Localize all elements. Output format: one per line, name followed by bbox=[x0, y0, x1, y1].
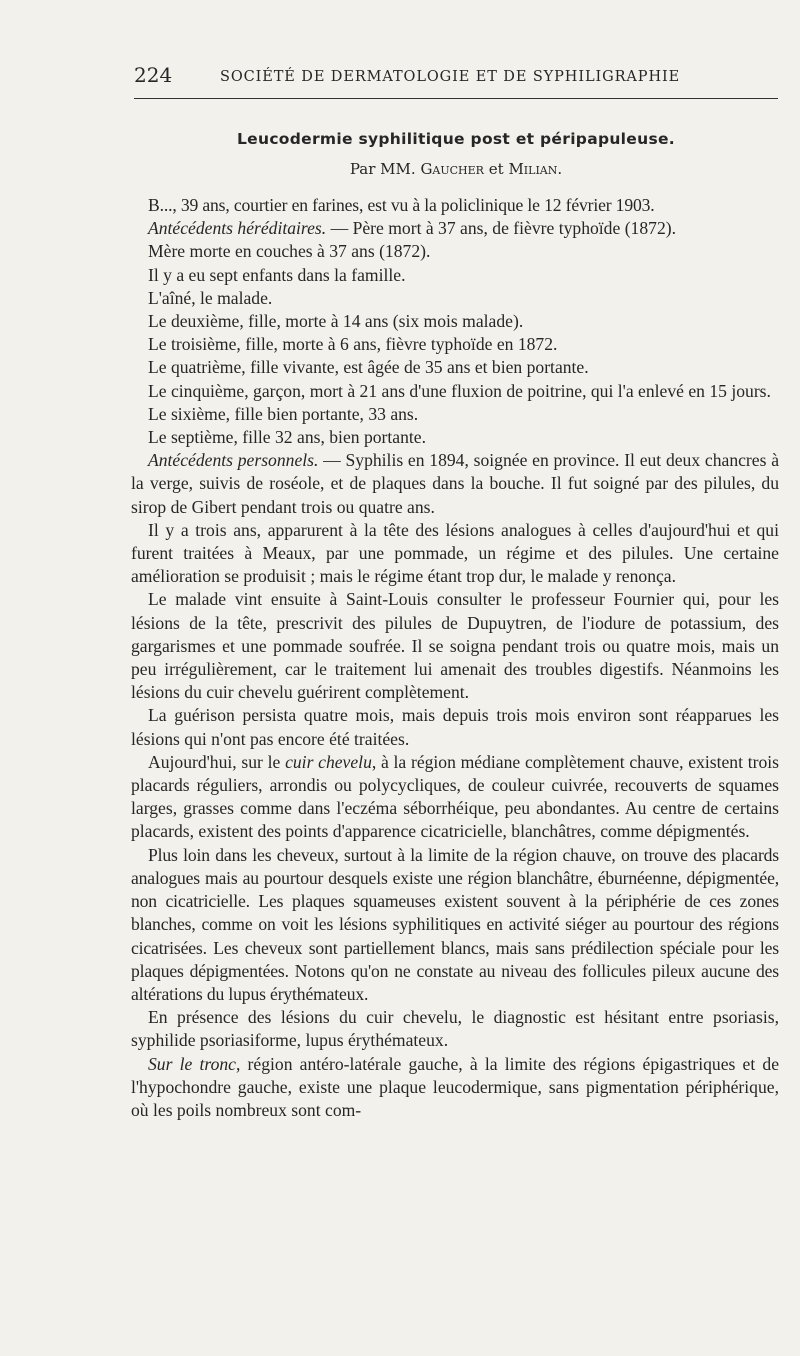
paragraph-text: Le deuxième, fille, morte à 14 ans (six mois malade). bbox=[148, 311, 524, 332]
paragraph bbox=[131, 1006, 779, 1052]
paragraph bbox=[131, 287, 779, 310]
author-milian: Milian. bbox=[508, 160, 563, 178]
header-rule bbox=[134, 98, 778, 99]
paragraph-text: En présence des lésions du cuir chevelu, le diagnostic est hésitant entre psoriasis, syphilide psoriasiforme, lupus érythémateux. bbox=[131, 1007, 779, 1051]
paragraph bbox=[131, 588, 779, 704]
paragraph bbox=[131, 704, 779, 750]
running-head bbox=[134, 60, 778, 90]
paragraph-text: B..., 39 ans, courtier en farines, est vu à la policlinique le 12 février 1903. bbox=[148, 195, 655, 215]
paragraph bbox=[131, 844, 779, 1006]
emphasis: Sur le tronc bbox=[148, 1053, 236, 1074]
paragraph-text: Il y a trois ans, apparurent à la tête des lésions analogues à celles d'aujourd'hui et qui furent traitées à Meaux, par une pommade, un régime et des pilules. Une certaine amélioration se produisit ; mais le régime étant trop dur, le malade y renonça. bbox=[131, 519, 779, 587]
paragraph bbox=[131, 194, 779, 217]
paragraph-text: — Syphilis en 1894, soignée en province. Il eut deux chancres à la verge, suivis de roséole, et de plaques dans la bouche. Il fut soigné par des pilules, du sirop de Gibert pendant trois ou quatre ans. bbox=[131, 450, 779, 517]
paragraph bbox=[131, 751, 779, 844]
paragraph-text: Mère morte en couches à 37 ans (1872). bbox=[148, 241, 431, 262]
paragraph-text: Plus loin dans les cheveux, surtout à la limite de la région chauve, on trouve des placards analogues mais au pourtour desquels existe une région blanchâtre, éburnéenne, dépigmentée, non cicatricielle. Les plaques squameuses existent souvent à la périphérie de ces zones blanches, comme on voit les lésions syphilitiques en activité siéger au pourtour des régions cicatrisées. Les cheveux sont partiellement blancs, mais sans prédilection spéciale pour les plaques dépigmentées. Notons qu'on ne constate au niveau des follicules pileux aucune des altérations du lupus érythémateux. bbox=[131, 844, 779, 1004]
article-body bbox=[131, 194, 779, 1122]
paragraph-text: Le quatrième, fille vivante, est âgée de 35 ans et bien portante. bbox=[148, 357, 589, 378]
paragraph bbox=[131, 1053, 779, 1123]
paragraph-text: Le septième, fille 32 ans, bien portante. bbox=[148, 427, 426, 448]
emphasis: cuir chevelu bbox=[285, 751, 372, 772]
section-heading: Antécédents personnels. bbox=[148, 450, 319, 471]
authors-conjunction: et bbox=[488, 160, 504, 178]
paragraph-text: — Père mort à 37 ans, de fièvre typhoïde (1872). bbox=[326, 218, 676, 239]
journal-title: SOCIÉTÉ DE DERMATOLOGIE ET DE SYPHILIGRAPHIE bbox=[220, 69, 681, 85]
paragraph-text: Il y a eu sept enfants dans la famille. bbox=[148, 264, 406, 285]
article-authors bbox=[134, 160, 778, 178]
paragraph bbox=[131, 519, 779, 589]
paragraph bbox=[131, 264, 779, 287]
paragraph-text: Le sixième, fille bien portante, 33 ans. bbox=[148, 403, 419, 424]
paragraph-text: La guérison persista quatre mois, mais depuis trois mois environ sont réapparues les lésions qui n'ont pas encore été traitées. bbox=[131, 705, 779, 749]
paragraph bbox=[131, 449, 779, 519]
authors-prefix: Par MM. bbox=[349, 160, 416, 178]
paragraph-text: , région antéro-latérale gauche, à la limite des régions épigastriques et de l'hypochondre gauche, existe une plaque leucodermique, sans pigmentation périphérique, où les poils nombreux sont com- bbox=[131, 1053, 780, 1120]
paragraph bbox=[131, 426, 779, 449]
paragraph-text: Le troisième, fille, morte à 6 ans, fièvre typhoïde en 1872. bbox=[148, 334, 558, 355]
paragraph bbox=[131, 217, 779, 240]
author-gaucher: Gaucher bbox=[420, 160, 484, 178]
article-title: Leucodermie syphilitique post et péripapuleuse. bbox=[237, 130, 675, 148]
paragraph bbox=[131, 240, 779, 263]
paragraph-text: , à la région médiane complètement chauve, existent trois placards réguliers, arrondis ou polycycliques, de couleur cuivrée, recouverts de squames larges, grasses comme dans l'eczéma séborrhéique, peu abondantes. Au centre de certains placards, existent des points d'apparence cicatricielle, blanchâtres, comme dépigmentés. bbox=[131, 751, 779, 842]
paragraph bbox=[131, 403, 779, 426]
paragraph bbox=[131, 380, 779, 403]
paragraph bbox=[131, 333, 779, 356]
paragraph bbox=[131, 356, 779, 379]
page-number: 224 bbox=[134, 63, 173, 87]
section-heading: Antécédents héréditaires. bbox=[148, 218, 327, 239]
paragraph-text: Le malade vint ensuite à Saint-Louis consulter le professeur Fournier qui, pour les lésions de la tête, prescrivit des pilules de Dupuytren, de l'iodure de potassium, des gargarismes et une pommade soufrée. Il se soigna pendant trois ou quatre mois, mais un peu irrégulièrement, car le traitement lui amenait des troubles digestifs. Néanmoins les lésions du cuir chevelu guérirent complètement. bbox=[131, 589, 779, 703]
paragraph-text: L'aîné, le malade. bbox=[148, 287, 273, 308]
paragraph bbox=[131, 310, 779, 333]
paragraph-text: Le cinquième, garçon, mort à 21 ans d'une fluxion de poitrine, qui l'a enlevé en 15 jours. bbox=[148, 380, 771, 401]
paragraph-text: Aujourd'hui, sur le bbox=[148, 751, 286, 772]
